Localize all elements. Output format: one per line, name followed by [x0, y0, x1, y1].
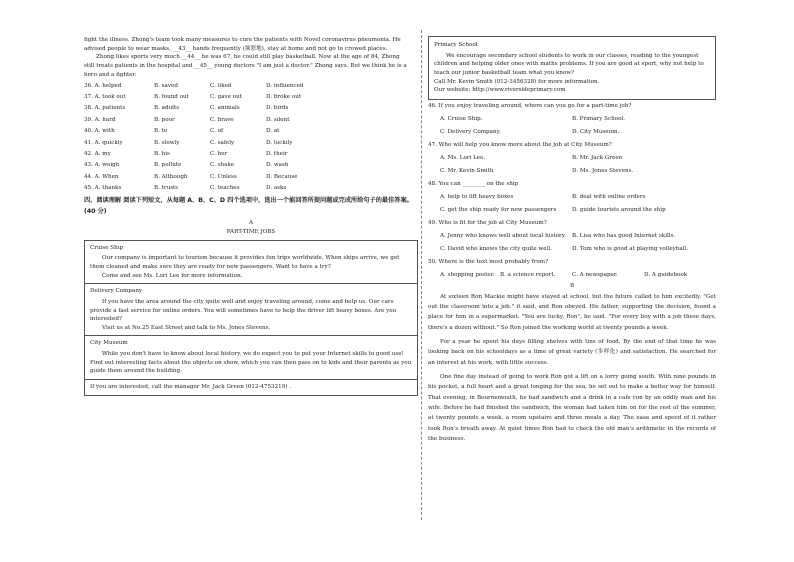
question-options [428, 230, 716, 243]
job-contact: Call Mr. Kevin Smith (012-3456328) for more information. [434, 78, 600, 85]
choice-option: D. wash [266, 162, 289, 169]
choice-option: D. at [266, 128, 280, 135]
choice-option: D. silent [266, 116, 290, 123]
answer-option: B. Lisa who has good Internet skills. [572, 233, 676, 240]
choice-option: C. safely [210, 139, 235, 146]
manager-box [84, 380, 418, 396]
choice-option: B. saved [154, 82, 178, 89]
right-column [428, 36, 716, 444]
job-body: If you have the area around the city quite well and enjoy traveling around, come and help us. Our cars provide a fast service for online orders. You will sometimes have to help the driver lift heavy boxes. Are you interested? [90, 298, 397, 323]
q50-options: A. shopping poster. B. a science report. C. A newspaper. D. A guidebook [440, 272, 688, 279]
question-stem: 47. Who will help you know more about the job at City Museum? [428, 142, 612, 149]
answer-option: C. Delivery Company. [440, 129, 501, 136]
passage-a-label: A [248, 220, 254, 227]
choice-option: 38. A. patients [84, 105, 126, 112]
choice-row [84, 114, 418, 125]
job-title: City Museum [90, 340, 128, 347]
choice-option: 36. A. helped [84, 82, 122, 89]
choice-option: 42. A. my [84, 150, 111, 157]
question-options [428, 191, 716, 204]
choice-option: 39. A. hard [84, 116, 116, 123]
answer-option: A. help to lift heavy boxes [440, 194, 514, 201]
answer-option: B. Mr. Jack Green [572, 155, 623, 162]
job-box-city-museum [84, 336, 418, 380]
passage-line: hero and a fighter. [84, 71, 137, 78]
choice-row [84, 103, 418, 114]
choice-option: C. teaches [210, 185, 240, 192]
choice-option: B. slowly [154, 139, 180, 146]
choice-option: B. his [154, 150, 170, 157]
answer-option: D. guide tourists around the ship [572, 207, 666, 214]
answer-option: B. Primary School. [572, 116, 626, 123]
job-title: Delivery Company [90, 288, 143, 295]
job-contact: Come and see Ms. Lori Lee for more information. [102, 272, 243, 279]
passage-b-paragraph: One fine day instead of going to work Ron got a lift on a lorry going south. With nine pounds in his pocket, a full heart and a great longing for the sea, he set out to make a better way for himself. That evening, in Bournemouth, he had sandwich and a drink in a cafe run by an oddly man and his wife. Before he had finished the sandwich, the woman had taken him on for the rest of the summer, at twenty pounds a week, a room upstairs and three meals a day. The ease and speed of it rather took Ron's breath away. At quiet times Ron had to check the old man's arithmetic in the records of the business. [428, 374, 716, 443]
answer-option: A. Ms. Lori Lee. [440, 155, 486, 162]
choice-option: B. poor [154, 116, 175, 123]
answer-option: D. City Museum. [572, 129, 620, 136]
answer-option: C. Mr. Kevin Smith [440, 168, 494, 175]
passage-b-paragraph: For a year he spent his days filling shelves with tins of food. By the end of that time he was looking back on his schooldays as a time of great variety (多样化) and satisfaction. He searched for an interest at his work, with little success. [428, 338, 716, 366]
choice-option: C. liked [210, 82, 232, 89]
choice-option: D. luckily [266, 139, 293, 146]
answer-option: D. Tom who is good at playing volleyball. [572, 246, 689, 253]
question-stem: 49. Who is fit for the job at City Museum? [428, 220, 547, 227]
choice-option: 43. A. weigh [84, 162, 120, 169]
school-website: Our website: http://www.riversideprimary.com [434, 87, 566, 94]
choice-row [84, 183, 418, 194]
question-options [428, 152, 716, 165]
left-column [84, 36, 418, 396]
job-box-primary-school [428, 36, 716, 100]
answer-option: B. deal with online orders [572, 194, 646, 201]
choice-row [84, 160, 418, 171]
answer-option: A. Jenny who knows well about local history. [440, 233, 566, 240]
choice-option: B. adults [154, 105, 180, 112]
choice-option: C. shake [210, 162, 235, 169]
job-box-delivery-company [84, 284, 418, 336]
question-stem: 46. If you enjoy traveling around, where can you go for a part-time job? [428, 103, 632, 110]
job-body: Our company is important to tourism because it provides fun trips worldwide. When ships arrive, we get them cleaned and make sure they are ready for new passengers. Want to have a try? [90, 255, 400, 270]
choice-row [84, 137, 418, 148]
cloze-choices [84, 80, 418, 194]
choice-option: C. brave [210, 116, 234, 123]
choice-option: D. Because [266, 173, 298, 180]
choice-option: D. influenced [266, 82, 304, 89]
choice-option: B. to [154, 128, 168, 135]
job-title: Cruise Ship [90, 244, 124, 251]
answer-option: C. get the ship ready for new passengers [440, 207, 557, 214]
passage-b-label: B [569, 282, 575, 289]
choice-option: B. trusts [154, 185, 179, 192]
choice-option: 37. A. took out [84, 94, 126, 101]
passage-a-title: PART-TIME JOBS [226, 228, 276, 235]
choice-row [84, 92, 418, 103]
choice-option: 40. A. with [84, 128, 115, 135]
passage-b-paragraph: At sixteen Ron Mackie might have stayed at school, but the future called to him excitedly. "Get out the classroom into a job." it said, and Ron obeyed. His father, supporting the decision, found a place for him in a supermarket. "You are lucky, Ron", he said. "For every boy with a job these days, there's a dozen without." So Ron joined the working world at twenty pounds a week. [428, 293, 716, 331]
answer-option: C. David who knows the city quite well. [440, 246, 552, 253]
choice-option: C. Unless [210, 173, 237, 180]
choice-option: B. Although [154, 173, 188, 180]
reading-questions [428, 100, 716, 256]
choice-row [84, 126, 418, 137]
question-options [428, 165, 716, 178]
job-contact: Visit us at No.25 East Street and talk to Ms. Jones Stevens. [102, 324, 271, 331]
choice-row [84, 149, 418, 160]
passage-line: still treats patients in the hospital and __45__ young doctors "I am just a doctor." Zhong says. But we think he is a [84, 62, 407, 69]
choice-option: 41. A. quickly [84, 139, 123, 146]
column-divider [421, 30, 422, 520]
job-title: Primary School [434, 42, 478, 48]
question-options [428, 204, 716, 217]
job-body: While you don't have to know about local history, we do expect you to put your Internet skills to good use! Find out interesting facts about the objects on show, which you can then pass on to kids and their parents as you guide them around the building. [90, 351, 412, 375]
choice-option: C. her [210, 150, 228, 157]
passage-line: Zhong likes sports very much __44__ he was 67, he could still play basketball. Now at the age of 84, Zhong [96, 54, 400, 61]
question-options [428, 113, 716, 126]
job-body: We encourage secondary school students to work in our classes, reading to the youngest children and helping older ones with maths problems. If you are good at sport, why not help to teach our junior basketball team what you know? [434, 52, 704, 76]
job-box-cruise-ship [84, 240, 418, 285]
answer-option: D. Ms. Jones Stevens. [572, 168, 634, 175]
choice-option: B. pollute [154, 162, 182, 169]
choice-option: 45. A. thanks [84, 185, 122, 192]
question-stem: 50. Where is the text most probably from? [428, 259, 549, 266]
question-options [428, 243, 716, 256]
passage-line: fight the illness. Zhong's team took many measures to cure the patients with Novel coronavirus pneumonia. He [84, 37, 401, 43]
choice-option: 44. A. When [84, 173, 119, 180]
choice-row [84, 80, 418, 91]
choice-option: C. animals [210, 105, 240, 112]
answer-option: A. Cruise Ship. [440, 116, 483, 123]
choice-option: D. their [266, 150, 288, 157]
choice-option: B. found out [154, 94, 189, 101]
question-stem: 48. You can ________ on the ship [428, 181, 519, 188]
question-options [428, 126, 716, 139]
choice-option: C. of [210, 128, 224, 135]
choice-option: C. gave out [210, 94, 243, 101]
choice-option: D. asks [266, 185, 287, 192]
section-heading: 四、阅读理解 阅读下列短文，从每题 A、B、C、D 四个选项中，选出一个能回答所提问题或完成所给句子的最佳答案。(40 分) [84, 197, 413, 215]
choice-option: D. broke out [266, 94, 302, 101]
manager-line: If you are interested, call the manager Mr. Jack Green (012-4753219) . [90, 384, 292, 391]
passage-line: advised people to wear masks, __43__ hands frequently (频繁地), stay at home and not go to crowed places. [84, 45, 388, 52]
choice-row [84, 171, 418, 182]
choice-option: D. birds [266, 105, 289, 112]
